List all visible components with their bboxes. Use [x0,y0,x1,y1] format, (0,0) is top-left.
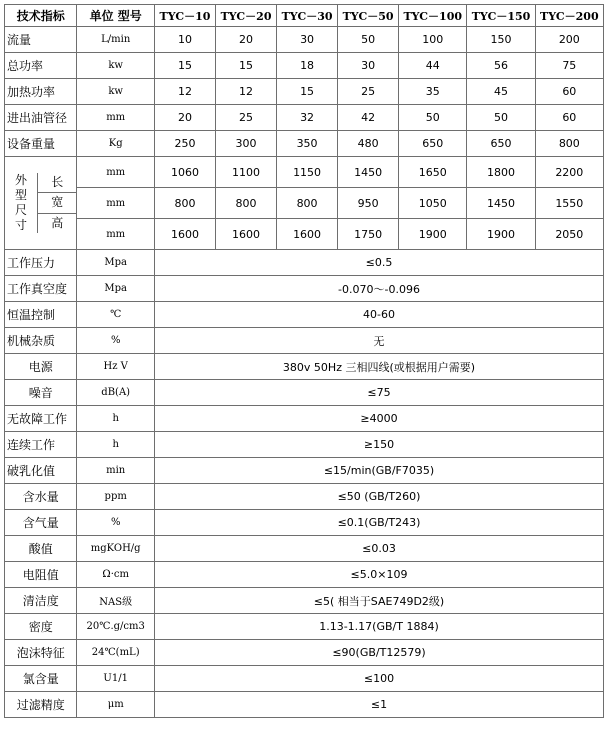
value-cell: 1900 [467,219,535,250]
value-cell: 800 [535,131,603,157]
value-cell: 50 [467,105,535,131]
header-row [5,5,604,27]
unit-cell: mgKOH/g [77,536,155,562]
header-model: TYC－20 [216,5,277,27]
param-label: 连续工作 [5,432,77,458]
value-cell: 650 [467,131,535,157]
dimension-group-char: 型 [14,188,27,202]
value-cell: 1450 [338,157,399,188]
param-label: 恒温控制 [5,302,77,328]
param-label: 加热功率 [5,79,77,105]
unit-cell: L/min [77,27,155,53]
common-value-cell: ≥4000 [154,406,603,432]
value-cell: 1650 [399,157,467,188]
common-value-cell: 1.13-1.17(GB/T 1884) [154,614,603,640]
value-cell: 800 [154,188,215,219]
value-cell: 15 [216,53,277,79]
value-cell: 44 [399,53,467,79]
unit-cell: kw [77,79,155,105]
unit-cell: min [77,458,155,484]
common-value-cell: ≤5.0×109 [154,562,603,588]
value-cell: 75 [535,53,603,79]
table-row [5,328,604,354]
table-row [5,588,604,614]
unit-cell: mm [77,188,155,219]
unit-cell: Kg [77,131,155,157]
table-row [5,692,604,718]
unit-cell: μm [77,692,155,718]
table-row [5,354,604,380]
unit-cell: mm [77,157,155,188]
unit-cell: ℃ [77,302,155,328]
param-label: 电源 [5,354,77,380]
value-cell: 25 [338,79,399,105]
value-cell: 30 [338,53,399,79]
table-row [5,614,604,640]
table-row [5,562,604,588]
value-cell: 2200 [535,157,603,188]
value-cell: 60 [535,105,603,131]
table-row [5,406,604,432]
value-cell: 800 [216,188,277,219]
value-cell: 18 [277,53,338,79]
param-label: 破乳化值 [5,458,77,484]
value-cell: 30 [277,27,338,53]
table-row [5,157,604,188]
common-value-cell: ≤0.5 [154,250,603,276]
header-param-label: 技术指标 [5,5,77,27]
unit-cell: NAS级 [77,588,155,614]
unit-cell: Ω·cm [77,562,155,588]
header-model: TYC－50 [338,5,399,27]
table-row [5,79,604,105]
dimension-sub-label: 长 [38,173,76,193]
param-label: 无故障工作 [5,406,77,432]
table-row [5,458,604,484]
value-cell: 1100 [216,157,277,188]
table-row [5,131,604,157]
value-cell: 60 [535,79,603,105]
table-row [5,188,604,219]
unit-cell: kw [77,53,155,79]
param-label: 总功率 [5,53,77,79]
table-row [5,27,604,53]
value-cell: 250 [154,131,215,157]
param-label: 电阻值 [5,562,77,588]
param-label: 酸值 [5,536,77,562]
common-value-cell: ≤0.1(GB/T243) [154,510,603,536]
common-value-cell: 无 [154,328,603,354]
param-label: 清洁度 [5,588,77,614]
table-row [5,640,604,666]
table-row [5,666,604,692]
table-row [5,484,604,510]
value-cell: 1600 [277,219,338,250]
table-row [5,276,604,302]
value-cell: 1600 [154,219,215,250]
common-value-cell: ≤0.03 [154,536,603,562]
param-label: 噪音 [5,380,77,406]
dimension-group-char: 外 [14,173,27,187]
value-cell: 25 [216,105,277,131]
param-label: 工作真空度 [5,276,77,302]
value-cell: 950 [338,188,399,219]
value-cell: 650 [399,131,467,157]
value-cell: 300 [216,131,277,157]
param-label: 含水量 [5,484,77,510]
value-cell: 15 [154,53,215,79]
value-cell: 1060 [154,157,215,188]
dimension-group-label [5,157,77,250]
value-cell: 100 [399,27,467,53]
table-row [5,53,604,79]
value-cell: 50 [399,105,467,131]
value-cell: 150 [467,27,535,53]
value-cell: 480 [338,131,399,157]
header-model: TYC－200 [535,5,603,27]
value-cell: 42 [338,105,399,131]
header-model: TYC－100 [399,5,467,27]
table-row [5,250,604,276]
value-cell: 50 [338,27,399,53]
param-label: 进出油管径 [5,105,77,131]
value-cell: 1450 [467,188,535,219]
table-row [5,219,604,250]
header-model: TYC－30 [277,5,338,27]
param-label: 机械杂质 [5,328,77,354]
common-value-cell: ≤75 [154,380,603,406]
unit-cell: 20℃.g/cm3 [77,614,155,640]
value-cell: 45 [467,79,535,105]
dimension-group-char: 尺 [14,203,27,217]
dimension-group-char: 寸 [14,218,27,232]
param-label: 含气量 [5,510,77,536]
param-label: 密度 [5,614,77,640]
spec-table [4,4,604,718]
unit-cell: dB(A) [77,380,155,406]
param-label: 流量 [5,27,77,53]
common-value-cell: -0.070～-0.096 [154,276,603,302]
dimension-sub-label: 宽 [38,193,76,213]
common-value-cell: ≥150 [154,432,603,458]
value-cell: 1550 [535,188,603,219]
value-cell: 12 [154,79,215,105]
unit-cell: Mpa [77,276,155,302]
value-cell: 20 [154,105,215,131]
value-cell: 56 [467,53,535,79]
param-label: 氯含量 [5,666,77,692]
unit-cell: Mpa [77,250,155,276]
param-label: 泡沫特征 [5,640,77,666]
common-value-cell: 380v 50Hz 三相四线(或根据用户需要) [154,354,603,380]
common-value-cell: ≤5( 相当于SAE749D2级) [154,588,603,614]
common-value-cell: ≤1 [154,692,603,718]
unit-cell: mm [77,219,155,250]
common-value-cell: ≤100 [154,666,603,692]
common-value-cell: 40-60 [154,302,603,328]
param-label: 工作压力 [5,250,77,276]
header-model: TYC－150 [467,5,535,27]
table-row [5,510,604,536]
value-cell: 1800 [467,157,535,188]
value-cell: 1050 [399,188,467,219]
table-row [5,302,604,328]
unit-cell: h [77,406,155,432]
value-cell: 15 [277,79,338,105]
common-value-cell: ≤90(GB/T12579) [154,640,603,666]
param-label: 过滤精度 [5,692,77,718]
header-unit-label: 单位 型号 [77,5,155,27]
common-value-cell: ≤15/min(GB/F7035) [154,458,603,484]
value-cell: 2050 [535,219,603,250]
value-cell: 1750 [338,219,399,250]
dimension-sub-label: 高 [51,215,64,230]
common-value-cell: ≤50 (GB/T260) [154,484,603,510]
value-cell: 10 [154,27,215,53]
value-cell: 20 [216,27,277,53]
value-cell: 1150 [277,157,338,188]
table-row [5,536,604,562]
unit-cell: h [77,432,155,458]
unit-cell: Hz V [77,354,155,380]
unit-cell: 24℃(mL) [77,640,155,666]
header-model: TYC－10 [154,5,215,27]
unit-cell: ppm [77,484,155,510]
value-cell: 35 [399,79,467,105]
unit-cell: mm [77,105,155,131]
value-cell: 350 [277,131,338,157]
table-row [5,380,604,406]
value-cell: 1600 [216,219,277,250]
unit-cell: U1/1 [77,666,155,692]
value-cell: 12 [216,79,277,105]
table-row [5,432,604,458]
value-cell: 200 [535,27,603,53]
value-cell: 800 [277,188,338,219]
table-row [5,105,604,131]
value-cell: 1900 [399,219,467,250]
unit-cell: % [77,510,155,536]
value-cell: 32 [277,105,338,131]
param-label: 设备重量 [5,131,77,157]
unit-cell: % [77,328,155,354]
